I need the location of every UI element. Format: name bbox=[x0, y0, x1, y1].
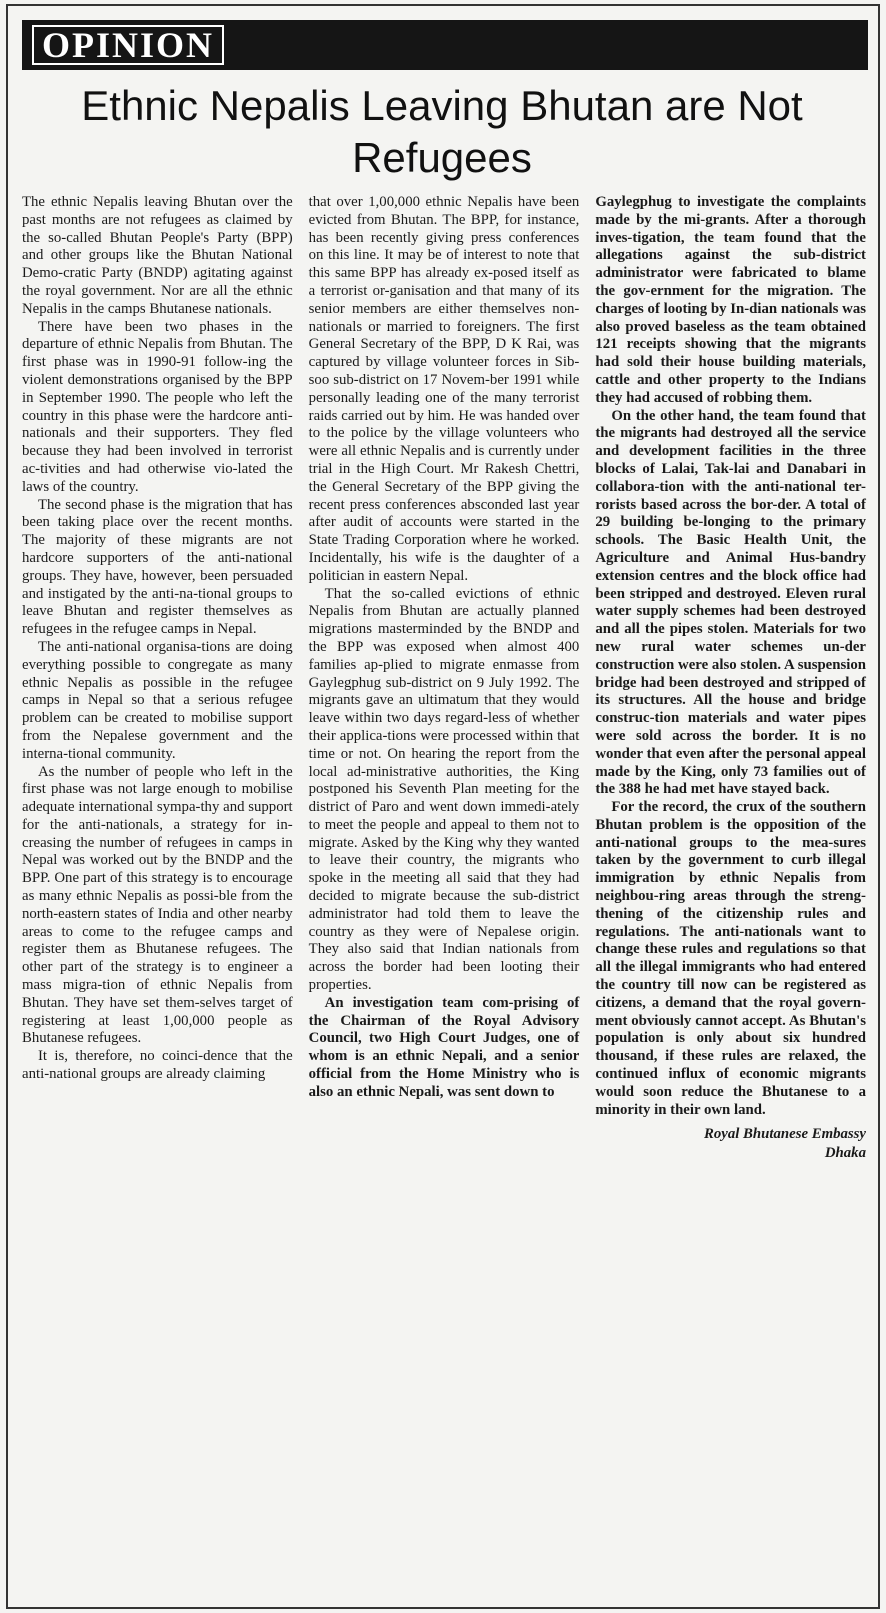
section-label: OPINION bbox=[32, 25, 224, 65]
column-3 bbox=[595, 194, 866, 1163]
paragraph: The ethnic Nepalis leaving Bhutan over the past months are not refugees as claimed by the so-called Bhutan People's Party (BPP) and other groups like the Bhutan National Demo-cratic Party (BNDP) agitating against the royal government. Nor are all the ethnic Nepalis in the camps Bhutanese nationals. bbox=[22, 194, 293, 317]
paragraph: There have been two phases in the departure of ethnic Nepalis from Bhutan. The first phase was in 1990-91 follow-ing the violent demonstrations organised by the BPP in September 1990. The people who left the country in this phase were the hardcore anti-nationals and their supporters. They fled because they had been involved in terrorist ac-tivities and had otherwise vio-lated the laws of the country. bbox=[22, 318, 293, 495]
signature-organisation: Royal Bhutanese Embassy bbox=[704, 1126, 866, 1143]
paragraph: Gaylegphug to investigate the complaints made by the mi-grants. After a thorough inves-tigation, the team found that the allegations against the sub-district administrator were fabricated to blame the gov-ernment for the migration. The charges of looting by In-dian nationals was also proved baseless as the team obtained 121 receipts showing that the migrants had sold their house building materials, cattle and other property to the Indians they had accused of robbing them. bbox=[595, 194, 866, 406]
paragraph: that over 1,00,000 ethnic Nepalis have been evicted from Bhutan. The BPP, for instance, has been recently giving press conferences on this line. It may be of interest to note that this same BPP has already ex-posed itself as a terrorist or-ganisation and that many of its senior members are either themselves non-nationals or married to foreigners. The first General Secretary of the BPP, D K Rai, was captured by village volunteer forces in Sib-soo sub-district on 17 Novem-ber 1991 while personally leading one of the many terrorist raids carried out by him. He was handed over to the police by the village volunteers who were all ethnic Nepalis and is currently under trial in the High Court. Mr Rakesh Chettri, the General Secretary of the BPP giving the recent press conferences absconded last year after audit of accounts were started in the State Trading Corporation where he worked. Incidentally, his wife is the daughter of a politician in eastern Nepal. bbox=[308, 194, 580, 584]
paragraph: It is, therefore, no coinci-dence that the anti-national groups are already claiming bbox=[22, 1048, 293, 1083]
column-2 bbox=[309, 194, 580, 1163]
paragraph: That the so-called evictions of ethnic Nepalis from Bhutan are actually planned migrations masterminded by the BNDP and the BPP was exposed when almost 400 families ap-plied to migrate enmasse from Gaylegphug sub-district on 9 July 1992. The migrants gave an ultimatum that they would leave within two days regard-less of whether their applica-tions were processed within that time or not. On hearing the report from the local ad-ministrative authorities, the King postponed his Seventh Plan meeting for the district of Paro and went down immedi-ately to meet the people and appeal to them not to migrate. Asked by the King why they wanted to leave their country, the migrants who spoke in the meeting all said that they had decided to migrate because the sub-district administrator had told them to leave the country as they were of Nepalese origin. They also said that Indian nationals from across the border had been looting their properties. bbox=[308, 585, 580, 994]
paragraph: The second phase is the migration that has been taking place over the recent months. The majority of these migrants are not hardcore supporters of the anti-national groups. They have, however, been persuaded and instigated by the anti-na-tional groups to leave Bhutan and register themselves as refugees in the refugee camps in Nepal. bbox=[22, 496, 293, 638]
article-body bbox=[22, 194, 866, 1163]
author-signature bbox=[595, 1125, 866, 1163]
paragraph: As the number of people who left in the first phase was not large enough to mobilise adequate international sympa-thy and support for the anti-nationals, a strategy for in-creasing the number of refugees in camps in Nepal was worked out by the BNDP and the BPP. One part of this strategy is to encourage as many ethnic Nepalis as possi-ble from the north-eastern states of India and other nearby areas to come to the refugee camps and register them as Bhutanese refugees. The other part of the strategy is to engineer a mass migra-tion of ethnic Nepalis from Bhutan. They have set them-selves target of registering at least 1,00,000 people as Bhutanese refugees. bbox=[22, 763, 293, 1047]
paragraph: An investigation team com-prising of the Chairman of the Royal Advisory Council, two High Court Judges, one of whom is an ethnic Nepali, and a senior official from the Home Ministry who is also an ethnic Nepali, was sent down to bbox=[308, 994, 580, 1100]
section-banner bbox=[22, 20, 868, 70]
column-1 bbox=[22, 194, 293, 1163]
paragraph: On the other hand, the team found that the migrants had destroyed all the service and development facilities in the three blocks of Lalai, Tak-lai and Danabari in collabora-tion with the anti-national ter-rorists based across the bor-der. A total of 29 building be-longing to the primary schools. The Basic Health Unit, the Agriculture and Animal Hus-bandry extension centres and the block office had been stripped and destroyed. Eleven rural water supply schemes had been destroyed and all the pipes stolen. Materials for two new rural water schemes un-der construction were also stolen. A suspension bridge had been destroyed and stripped of its structures. All the house and bridge construc-tion materials and water pipes were sold across the border. It is no wonder that even after the personal appeal made by the King, only 73 families out of the 388 he had met have stayed back. bbox=[595, 407, 866, 798]
headline: Ethnic Nepalis Leaving Bhutan are Not Refugees bbox=[81, 82, 803, 181]
paragraph: The anti-national organisa-tions are doing everything possible to congregate as many ethnic Nepalis as possible in the refugee camps in Nepal so that a serious refugee problem can be created to mobilise support from the Nepalese government and the interna-tional community. bbox=[22, 638, 293, 762]
signature-city: Dhaka bbox=[824, 1145, 866, 1162]
paragraph: For the record, the crux of the southern Bhutan problem is the opposition of the anti-national groups to the mea-sures taken by the government to curb illegal immigration by ethnic Nepalis from neighbou-ring areas through the streng-thening of the citizenship rules and regulations. The anti-nationals want to change these rules and regulations so that all the illegal immigrants who had entered the country till now can be registered as citizens, a demand that the royal govern-ment obviously cannot accept. As Bhutan's population is only about six hundred thousand, if these rules are relaxed, the continued influx of economic migrants would soon reduce the Bhutanese to a minority in their own land. bbox=[595, 799, 866, 1118]
